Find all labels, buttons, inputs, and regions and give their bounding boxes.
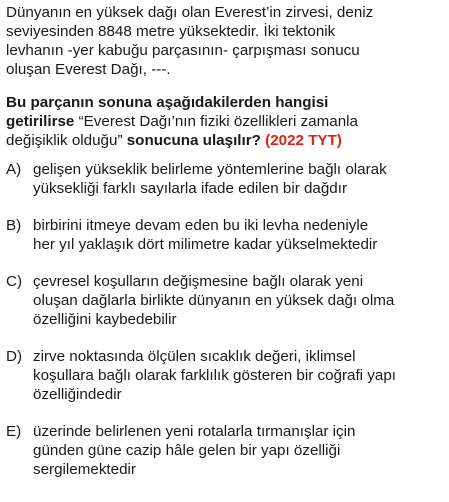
- option-text: gelişen yükseklik belirleme yöntemlerine bağlı olarak yüksekliği farklı sayılarla ifade edilen bir dağdır: [33, 161, 387, 197]
- question-lead: Bu parçanın sonuna aşağıdakilerden hangisi getirilirse: [6, 94, 329, 130]
- question-quote: “Everest Dağı’nın fiziki özellikleri zamanla değişiklik olduğu”: [6, 113, 358, 149]
- option-text: üzerinde belirlenen yeni rotalarla tırmanışlar için günden güne cazip hâle gelen bir yapı özelliği sergilemektedir: [33, 423, 356, 478]
- option-d[interactable]: [6, 347, 443, 404]
- option-text: çevresel koşulların değişmesine bağlı olarak yeni oluşan dağlarla birlikte dünyanın en yüksek dağı olma özelliğini kaybedebilir: [33, 273, 395, 328]
- option-e[interactable]: [6, 422, 443, 479]
- option-a[interactable]: [6, 160, 443, 198]
- option-text: zirve noktasında ölçülen sıcaklık değeri, iklimsel koşullara bağlı olarak farklılık gösteren bir coğrafi yapı özelliğindedir: [33, 348, 396, 403]
- passage-text: Dünyanın en yüksek dağı olan Everest’in zirvesi, deniz seviyesinden 8848 metre yüksektedir. İki tektonik levhanın -yer kabuğu parçasının- çarpışması sonucu oluşan Everest Dağı, ---.: [6, 4, 374, 78]
- option-b[interactable]: [6, 216, 443, 254]
- option-text: birbirini itmeye devam eden bu iki levha nedeniyle her yıl yaklaşık dört milimetre kadar yükselmektedir: [33, 217, 378, 253]
- option-letter: A): [6, 161, 22, 178]
- answer-options: [6, 160, 443, 479]
- question-stem: [6, 93, 443, 150]
- exam-year-label: (2022 TYT): [265, 132, 342, 149]
- option-c[interactable]: [6, 272, 443, 329]
- option-letter: C): [6, 273, 23, 290]
- option-letter: D): [6, 348, 23, 365]
- question-tail: sonucuna ulaşılır?: [122, 132, 266, 149]
- option-letter: E): [6, 423, 22, 440]
- option-letter: B): [6, 217, 22, 234]
